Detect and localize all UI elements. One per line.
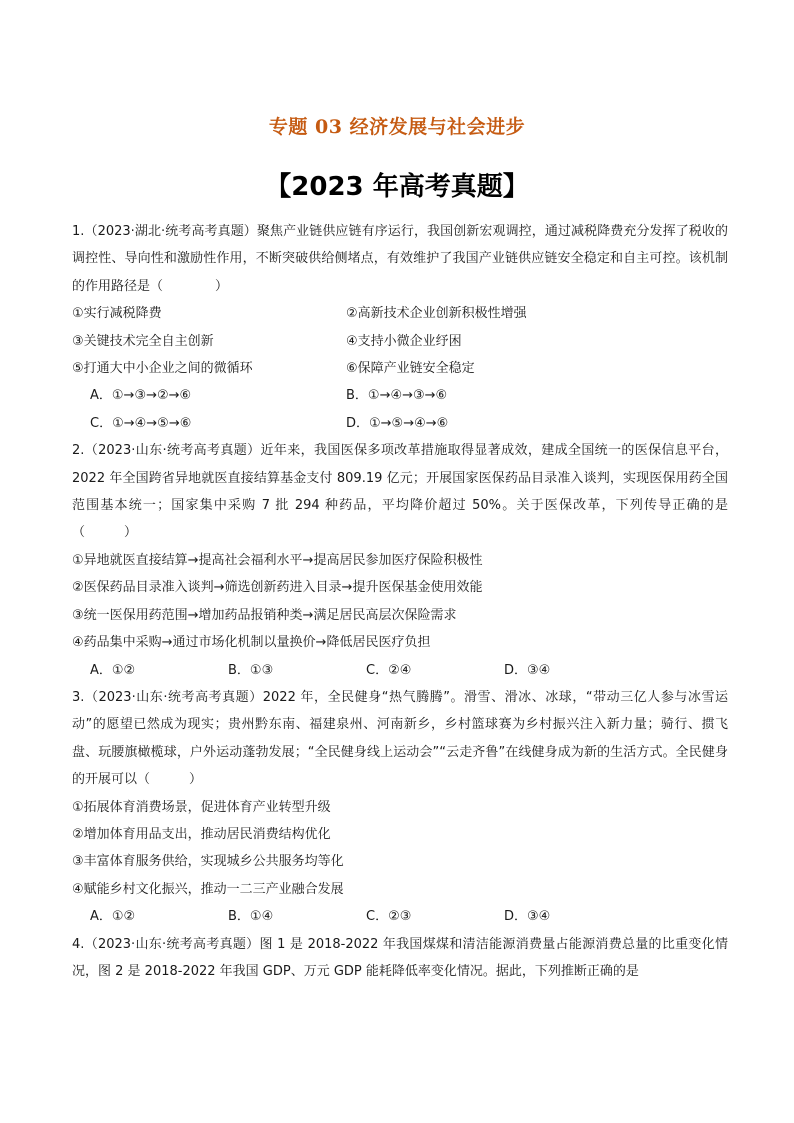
choice-b: B．①→④→③→⑥ bbox=[346, 388, 448, 404]
statement-item: ⑤打通大中小企业之间的微循环 bbox=[72, 361, 253, 377]
choice-a: A．①→③→②→⑥ bbox=[90, 388, 192, 404]
statement-row bbox=[72, 300, 728, 327]
statement-item: ②医保药品目录准入谈判→筛选创新药进入目录→提升医保基金使用效能 bbox=[72, 580, 483, 596]
question-stem: 1.（2023·湖北·统考高考真题）聚焦产业链供应链有序运行，我国创新宏观调控，通过减税降费充分发挥了税收的调控性、导向性和激励性作用，不断突破供给侧堵点，有效维护了我国产业链供应链安全稳定和自主可控。该机制的作用路径是（ ） bbox=[72, 224, 728, 294]
choice-row bbox=[72, 657, 728, 684]
section-title: 【2023 年高考真题】 bbox=[265, 172, 529, 202]
statement-row bbox=[72, 355, 728, 382]
statement-item: ①实行减税降费 bbox=[72, 306, 162, 322]
choice-b: B．①③ bbox=[228, 662, 274, 678]
statement-item: ④药品集中采购→通过市场化机制以量换价→降低居民医疗负担 bbox=[72, 635, 431, 651]
question-1 bbox=[72, 218, 728, 437]
choice-b: B．①④ bbox=[228, 909, 274, 925]
statement-item: ⑥保障产业链安全稳定 bbox=[346, 361, 475, 377]
statement-item: ③关键技术完全自主创新 bbox=[72, 333, 214, 349]
choice-c: C．②④ bbox=[366, 662, 412, 678]
question-4 bbox=[72, 931, 728, 986]
question-stem: 3.（2023·山东·统考高考真题）2022 年，全民健身“热气腾腾”。滑雪、滑冰、冰球，“带动三亿人参与冰雪运动”的愿望已然成为现实；贵州黔东南、福建泉州、河南新乡，乡村篮球赛为乡村振兴注入新力量；骑行、掼飞盘、玩腰旗橄榄球，户外运动蓬勃发展；“全民健身线上运动会”“云走齐鲁”在线健身成为新的生活方式。全民健身的开展可以（ ） bbox=[72, 689, 728, 788]
topic-title: 专题 03 经济发展与社会进步 bbox=[268, 116, 526, 138]
choice-c: C．①→④→⑤→⑥ bbox=[90, 415, 192, 431]
choice-c: C．②③ bbox=[366, 909, 412, 925]
statement-item: ④赋能乡村文化振兴，推动一二三产业融合发展 bbox=[72, 881, 344, 897]
statement-item: ②增加体育用品支出，推动居民消费结构优化 bbox=[72, 826, 331, 842]
choice-a: A．①② bbox=[90, 909, 136, 925]
choice-row bbox=[72, 410, 728, 437]
choice-d: D．③④ bbox=[504, 909, 551, 925]
statement-item: ④支持小微企业纾困 bbox=[346, 333, 462, 349]
question-stem: 4.（2023·山东·统考高考真题）图 1 是 2018-2022 年我国煤煤和清洁能源消费量占能源消费总量的比重变化情况，图 2 是 2018-2022 年我国 GDP、万元 GDP 能耗降低率变化情况。据此，下列推断正确的是 bbox=[72, 936, 728, 979]
choice-a: A．①② bbox=[90, 662, 136, 678]
choice-row bbox=[72, 382, 728, 409]
choice-d: D．③④ bbox=[504, 662, 551, 678]
question-2 bbox=[72, 437, 728, 684]
statement-item: ①拓展体育消费场景，促进体育产业转型升级 bbox=[72, 799, 331, 815]
statement-item: ③统一医保用药范围→增加药品报销种类→满足居民高层次保险需求 bbox=[72, 607, 457, 623]
choice-d: D．①→⑤→④→⑥ bbox=[346, 415, 449, 431]
statement-item: ①异地就医直接结算→提高社会福利水平→提高居民参加医疗保险积极性 bbox=[72, 552, 483, 568]
statement-item: ②高新技术企业创新积极性增强 bbox=[346, 306, 527, 322]
question-3 bbox=[72, 684, 728, 931]
question-list bbox=[72, 218, 728, 985]
question-stem: 2.（2023·山东·统考高考真题）近年来，我国医保多项改革措施取得显著成效，建成全国统一的医保信息平台，2022 年全国跨省异地就医直接结算基金支付 809.19 亿元；开展国家医保药品目录准入谈判，实现医保用药全国范围基本统一；国家集中采购 7 批 294 种药品，平均降价超过 50%。关于医保改革，下列传导正确的是（ ） bbox=[72, 443, 728, 541]
statement-item: ③丰富体育服务供给，实现城乡公共服务均等化 bbox=[72, 854, 344, 870]
statement-row bbox=[72, 328, 728, 355]
choice-row bbox=[72, 903, 728, 930]
